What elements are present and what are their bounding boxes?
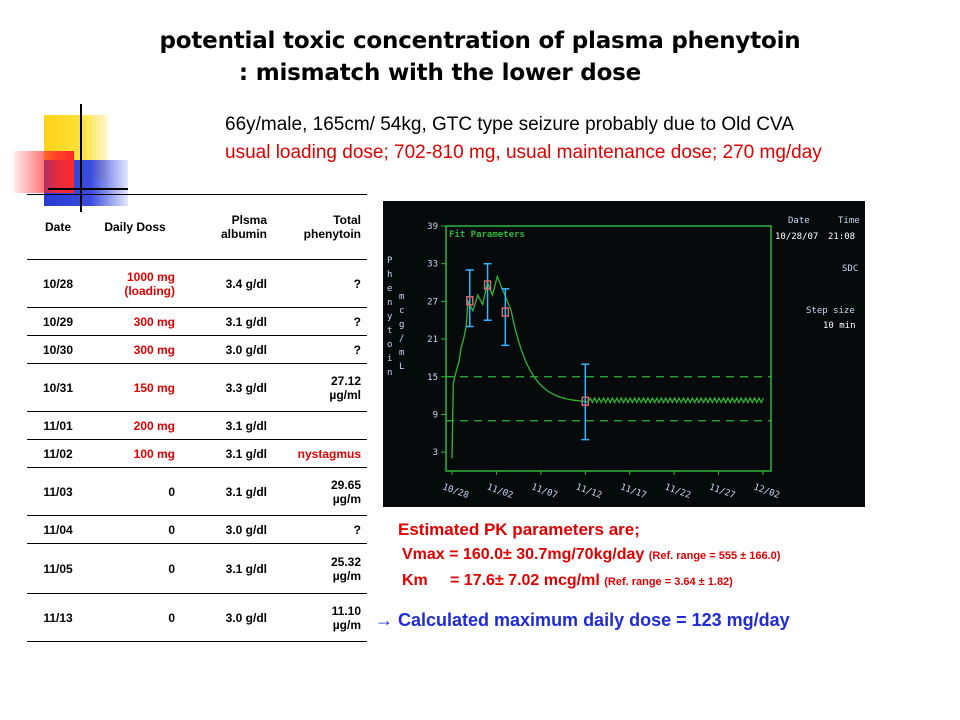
decor-horizontal-line bbox=[48, 188, 128, 190]
cell-dose: 200 mg bbox=[89, 412, 189, 440]
cell-total: ? bbox=[273, 308, 367, 336]
cell-albumin: 3.1 g/dl bbox=[189, 468, 273, 516]
cell-total bbox=[273, 544, 367, 594]
total-line1: 29.65 bbox=[330, 477, 361, 492]
x-tick-label: 11/27 bbox=[707, 482, 737, 502]
header-albumin-line2: albumin bbox=[220, 227, 267, 241]
x-tick-label: 11/02 bbox=[485, 482, 515, 502]
sdc-label: SDC bbox=[842, 264, 859, 274]
fitted-concentration-curve bbox=[452, 276, 763, 458]
cell-date: 11/03 bbox=[27, 468, 89, 516]
cell-dose: 0 bbox=[89, 594, 189, 642]
cell-date: 10/28 bbox=[27, 260, 89, 308]
header-date: Date bbox=[27, 195, 89, 260]
vmax-value: Vmax = 160.0± 30.7mg/70kg/day bbox=[402, 546, 645, 563]
table-row bbox=[27, 364, 367, 412]
y-tick-label: 33 bbox=[427, 259, 438, 270]
total-line2: µg/m bbox=[332, 491, 361, 506]
y-unit-letter: / bbox=[399, 334, 405, 344]
header-daily-dose: Daily Doss bbox=[89, 195, 189, 260]
header-total-line2: phenytoin bbox=[303, 227, 361, 241]
cell-albumin: 3.1 g/dl bbox=[189, 440, 273, 468]
cell-total: nystagmus bbox=[273, 440, 367, 468]
total-line2: µg/ml bbox=[329, 387, 361, 402]
y-unit-letter: m bbox=[399, 292, 405, 302]
y-label-letter: i bbox=[387, 354, 393, 364]
dose-line2: (loading) bbox=[124, 283, 175, 298]
y-tick-label: 21 bbox=[427, 335, 438, 346]
x-tick-label: 10/28 bbox=[440, 482, 470, 502]
calculated-max-dose: → Calculated maximum daily dose = 123 mg/day bbox=[375, 610, 790, 630]
cell-dose bbox=[89, 260, 189, 308]
y-unit-letter: g bbox=[399, 320, 405, 330]
table-header-row bbox=[27, 195, 367, 260]
usual-dose-info: usual loading dose; 702-810 mg, usual maintenance dose; 270 mg/day bbox=[225, 142, 822, 163]
x-tick-label: 11/17 bbox=[618, 482, 648, 502]
cell-dose: 150 mg bbox=[89, 364, 189, 412]
pk-heading: Estimated PK parameters are; bbox=[398, 520, 640, 539]
cell-total: ? bbox=[273, 516, 367, 544]
cell-albumin: 3.1 g/dl bbox=[189, 544, 273, 594]
cell-date: 11/01 bbox=[27, 412, 89, 440]
pk-curve-svg bbox=[383, 201, 865, 507]
table-row bbox=[27, 412, 367, 440]
cell-albumin: 3.3 g/dl bbox=[189, 364, 273, 412]
y-tick-label: 39 bbox=[427, 222, 438, 232]
slide-title-line1: potential toxic concentration of plasma phenytoin bbox=[159, 28, 801, 54]
cell-dose: 300 mg bbox=[89, 336, 189, 364]
y-unit-letter: c bbox=[399, 306, 405, 316]
table-row bbox=[27, 260, 367, 308]
cell-date: 11/04 bbox=[27, 516, 89, 544]
table-row bbox=[27, 440, 367, 468]
y-label-letter: y bbox=[387, 312, 393, 322]
time-value: 21:08 bbox=[828, 232, 856, 242]
error-bars bbox=[466, 264, 590, 440]
date-value: 10/28/07 bbox=[775, 232, 819, 242]
step-size-value: 10 min bbox=[823, 321, 856, 331]
patient-info: 66y/male, 165cm/ 54kg, GTC type seizure probably due to Old CVA bbox=[225, 114, 794, 135]
dose-table bbox=[27, 194, 367, 642]
cell-albumin: 3.0 g/dl bbox=[189, 594, 273, 642]
date-label: Date bbox=[788, 216, 810, 226]
cell-total bbox=[273, 412, 367, 440]
plot-frame bbox=[446, 226, 771, 471]
total-line2: µg/m bbox=[332, 617, 361, 632]
y-tick-label: 15 bbox=[427, 372, 438, 383]
red-square-decoration bbox=[14, 151, 74, 193]
table-row bbox=[27, 336, 367, 364]
cell-albumin: 3.1 g/dl bbox=[189, 412, 273, 440]
y-label-letter: h bbox=[387, 270, 393, 280]
pk-km bbox=[402, 572, 733, 590]
total-line1: ? bbox=[353, 276, 361, 291]
dose-line1: 1000 mg bbox=[126, 269, 175, 284]
x-tick-label: 11/12 bbox=[574, 482, 604, 502]
y-label-letter: t bbox=[387, 326, 393, 336]
pk-vmax bbox=[402, 546, 780, 564]
cell-dose: 300 mg bbox=[89, 308, 189, 336]
cell-total bbox=[273, 468, 367, 516]
header-plasma-albumin bbox=[189, 195, 273, 260]
fit-parameters-label: Fit Parameters bbox=[449, 230, 525, 240]
y-label-letter: n bbox=[387, 368, 393, 378]
total-line1: 25.32 bbox=[330, 554, 361, 569]
table-row bbox=[27, 594, 367, 642]
table-row bbox=[27, 468, 367, 516]
cell-total: ? bbox=[273, 336, 367, 364]
cell-date: 10/31 bbox=[27, 364, 89, 412]
header-total-phenytoin bbox=[273, 195, 367, 260]
y-tick-labels bbox=[427, 222, 446, 458]
cell-albumin: 3.0 g/dl bbox=[189, 336, 273, 364]
cell-dose: 100 mg bbox=[89, 440, 189, 468]
total-line1: 11.10 bbox=[331, 603, 361, 618]
cell-albumin: 3.1 g/dl bbox=[189, 308, 273, 336]
km-value: Km = 17.6± 7.02 mcg/ml bbox=[402, 572, 600, 589]
y-tick-label: 3 bbox=[432, 448, 438, 459]
x-tick-label: 11/22 bbox=[663, 482, 692, 502]
y-label-letter: o bbox=[387, 340, 393, 350]
y-axis-label bbox=[387, 256, 404, 378]
cell-total bbox=[273, 594, 367, 642]
header-albumin-line1: Plsma bbox=[231, 213, 267, 227]
observed-points bbox=[467, 281, 589, 405]
total-line1: 27.12 bbox=[330, 373, 361, 388]
cell-total bbox=[273, 364, 367, 412]
cell-date: 10/29 bbox=[27, 308, 89, 336]
slide-title-line2: : mismatch with the lower dose bbox=[238, 60, 642, 86]
cell-date: 11/05 bbox=[27, 544, 89, 594]
y-label-letter: P bbox=[387, 256, 393, 266]
cell-date: 10/30 bbox=[27, 336, 89, 364]
table-row bbox=[27, 516, 367, 544]
x-tick-label: 12/02 bbox=[751, 482, 781, 502]
y-tick-label: 27 bbox=[427, 297, 438, 308]
cell-date: 11/02 bbox=[27, 440, 89, 468]
time-label: Time bbox=[838, 216, 860, 226]
cell-dose: 0 bbox=[89, 516, 189, 544]
y-label-letter: n bbox=[387, 298, 393, 308]
y-label-letter: e bbox=[387, 284, 393, 294]
step-size-label: Step size bbox=[806, 306, 855, 316]
y-unit-letter: L bbox=[399, 362, 405, 372]
cell-date: 11/13 bbox=[27, 594, 89, 642]
x-tick-labels bbox=[441, 471, 781, 501]
fitted-curve-path bbox=[452, 276, 763, 458]
cell-dose: 0 bbox=[89, 468, 189, 516]
y-unit-letter: m bbox=[399, 348, 405, 358]
cell-dose: 0 bbox=[89, 544, 189, 594]
vmax-ref-range: (Ref. range = 555 ± 166.0) bbox=[648, 550, 781, 562]
table-row bbox=[27, 308, 367, 336]
pk-monitor-chart bbox=[383, 201, 865, 507]
table-row bbox=[27, 544, 367, 594]
km-ref-range: (Ref. range = 3.64 ± 1.82) bbox=[604, 576, 733, 588]
x-tick-label: 11/07 bbox=[529, 482, 559, 502]
total-line2: µg/m bbox=[332, 568, 361, 583]
header-total-line1: Total bbox=[333, 213, 361, 227]
cell-albumin: 3.4 g/dl bbox=[189, 260, 273, 308]
cell-albumin: 3.0 g/dl bbox=[189, 516, 273, 544]
y-tick-label: 9 bbox=[432, 410, 438, 421]
cell-total bbox=[273, 260, 367, 308]
